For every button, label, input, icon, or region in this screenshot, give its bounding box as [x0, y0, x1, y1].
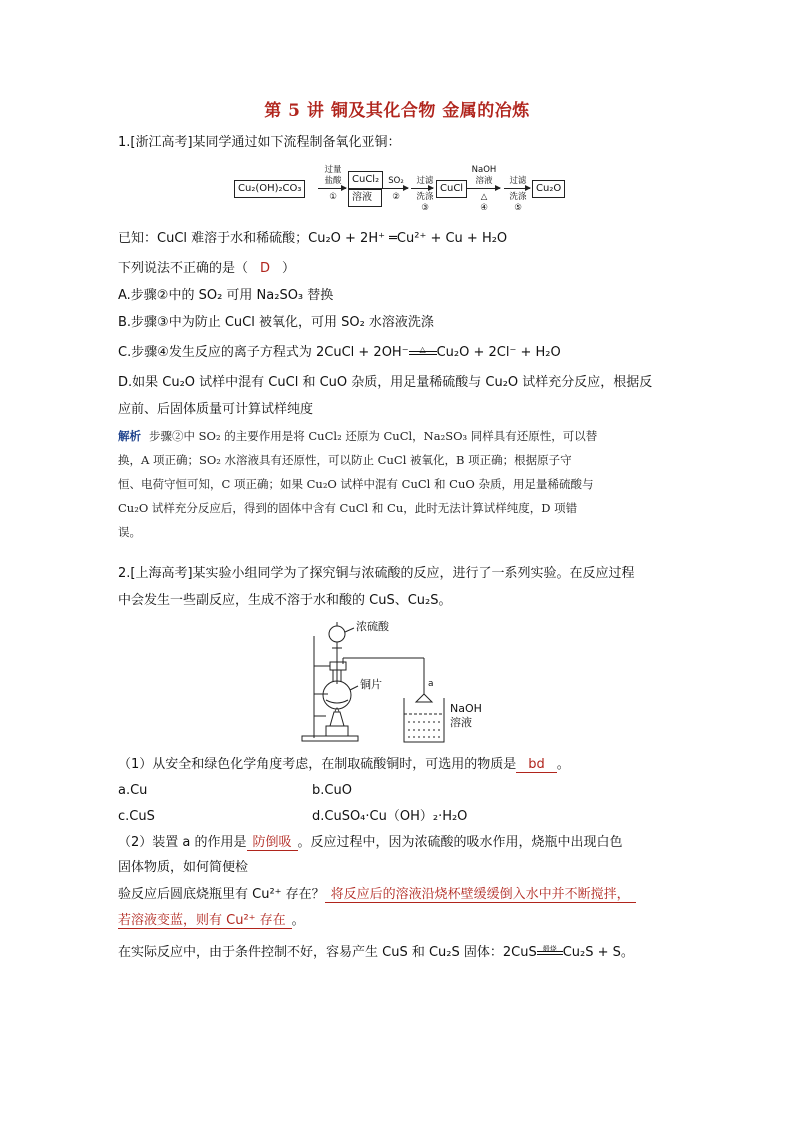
flow-solution: 溶液 — [348, 189, 382, 207]
q2-part2-line2: 固体物质，如何简便检 — [118, 860, 249, 875]
q2-option-c: c.CuS — [118, 809, 155, 824]
flow-s4-top: NaOH — [471, 165, 497, 175]
label-a: a — [428, 679, 434, 689]
apparatus-diagram — [300, 618, 500, 746]
q1-intro: 1.[浙江高考]某同学通过如下流程制备氧化亚铜： — [118, 135, 401, 150]
flow-arrow-3 — [411, 188, 433, 189]
flow-s4-bot: △ — [480, 192, 488, 202]
label-conc-acid: 浓硫酸 — [356, 620, 389, 633]
flow-s5-num: ⑤ — [514, 203, 522, 213]
flow-s5-bot: 洗涤 — [509, 192, 527, 202]
label-solution: 溶液 — [450, 716, 472, 729]
flow-s4-num: ④ — [480, 203, 488, 213]
q2-part2-answer: 防倒吸 — [247, 835, 298, 851]
q2-option-b: b.CuO — [312, 783, 352, 798]
explanation-label: 解析 — [118, 429, 141, 443]
q2-part1-post: 。 — [556, 757, 570, 772]
q2-part2-post: 。反应过程中，因为浓硫酸的吸水作用，烧瓶中出现白色 — [297, 835, 623, 850]
q1-option-c-post: Cu₂O + 2Cl⁻ + H₂O — [436, 345, 561, 360]
explanation-line4: Cu₂O 试样充分反应后，得到的固体中含有 CuCl 和 Cu，此时无法计算试样纯度，D 项错 — [118, 501, 578, 515]
q2-part2-line3 — [118, 886, 636, 904]
flow-s1-top: 过量 — [324, 165, 342, 175]
flow-s3-top: 过滤 — [416, 176, 434, 186]
flow-cucl: CuCl — [436, 180, 467, 198]
q2-part1-answer: bd — [516, 757, 557, 773]
q1-answer: D — [260, 261, 271, 276]
q1-known: 已知：CuCl 难溶于水和稀硫酸；Cu₂O + 2H⁺ ═Cu²⁺ + Cu + H₂O — [118, 231, 508, 246]
flow-s2-top: SO₂ — [388, 176, 404, 186]
flow-start: Cu₂(OH)₂CO₃ — [234, 180, 305, 198]
flow-arrow-5 — [504, 188, 530, 189]
q1-explanation — [118, 424, 678, 544]
q1-question-post: ） — [282, 261, 296, 276]
explanation-line2: 换，A 项正确；SO₂ 水溶液具有还原性，可以防止 CuCl 被氧化，B 项正确；根据原子守 — [118, 453, 572, 467]
q2-option-d: d.CuSO₄·Cu（OH）₂·H₂O — [312, 809, 468, 824]
heat-condition: △ — [419, 344, 426, 354]
calcination-condition: 煅烧 — [542, 944, 557, 953]
flow-arrow-1 — [318, 188, 346, 189]
flow-s2-num: ② — [392, 192, 400, 202]
flow-arrow-4 — [466, 188, 500, 189]
flow-end: Cu₂O — [532, 180, 565, 198]
q2-part2-line4-post: 。 — [291, 913, 305, 928]
flow-s4-mid: 溶液 — [475, 176, 493, 186]
q2-intro-line1: 2.[上海高考]某实验小组同学为了探究铜与浓硫酸的反应，进行了一系列实验。在反应过程 — [118, 566, 635, 581]
q2-part2-answer2b: 若溶液变蓝，则有 Cu²⁺ 存在 — [118, 913, 292, 929]
q2-part1-pre: （1）从安全和绿色化学角度考虑，在制取硫酸铜时，可选用的物质是 — [118, 757, 517, 772]
q1-option-d-line1: D.如果 Cu₂O 试样中混有 CuCl 和 CuO 杂质，用足量稀硫酸与 Cu₂O 试样充分反应，根据反 — [118, 375, 653, 390]
flow-s5-top: 过滤 — [509, 176, 527, 186]
q2-part2-line4 — [118, 912, 305, 930]
label-naoh: NaOH — [450, 702, 482, 715]
flow-s1-mid: 盐酸 — [324, 176, 342, 186]
explanation-line1: 步骤②中 SO₂ 的主要作用是将 CuCl₂ 还原为 CuCl，Na₂SO₃ 同样具有还原性，可以替 — [149, 429, 598, 443]
q1-option-c-pre: C.步骤④发生反应的离子方程式为 2CuCl + 2OH⁻ — [118, 345, 409, 360]
flow-s1-num: ① — [329, 192, 337, 202]
q2-part2-line1 — [118, 834, 623, 852]
q2-part2-answer2a: 将反应后的溶液沿烧杯壁缓缓倒入水中并不断搅拌， — [325, 887, 636, 903]
q1-option-c — [118, 344, 561, 362]
q1-question-pre: 下列说法不正确的是（ — [118, 261, 249, 276]
q1-option-b: B.步骤③中为防止 CuCl 被氧化，可用 SO₂ 水溶液洗涤 — [118, 315, 434, 330]
explanation-line5: 误。 — [118, 525, 141, 539]
reaction-post: Cu₂S + S。 — [562, 945, 634, 960]
q2-part1 — [118, 756, 570, 774]
q2-reaction-line — [118, 944, 634, 962]
q1-question — [118, 260, 295, 278]
q2-part2-pre: （2）装置 a 的作用是 — [118, 835, 247, 850]
flow-arrow-2 — [382, 188, 408, 189]
label-copper: 铜片 — [360, 678, 382, 691]
explanation-line3: 恒、电荷守恒可知，C 项正确；如果 Cu₂O 试样中混有 CuCl 和 CuO 杂质，用足量稀硫酸与 — [118, 477, 594, 491]
reaction-pre: 在实际反应中，由于条件控制不好，容易产生 CuS 和 Cu₂S 固体：2CuS — [118, 945, 537, 960]
flow-s3-bot: 洗涤 — [416, 192, 434, 202]
page-title: 第 5 讲 铜及其化合物 金属的冶炼 — [264, 101, 530, 121]
flow-cucl2: CuCl₂ — [348, 171, 383, 189]
q1-option-a: A.步骤②中的 SO₂ 可用 Na₂SO₃ 替换 — [118, 288, 334, 303]
q1-option-d-line2: 应前、后固体质量可计算试样纯度 — [118, 402, 314, 417]
q2-intro-line2: 中会发生一些副反应，生成不溶于水和酸的 CuS、Cu₂S。 — [118, 593, 452, 608]
flow-s3-num: ③ — [421, 203, 429, 213]
q2-part2-line3-pre: 验反应后圆底烧瓶里有 Cu²⁺ 存在？ — [118, 887, 325, 902]
q2-option-a: a.Cu — [118, 783, 148, 798]
